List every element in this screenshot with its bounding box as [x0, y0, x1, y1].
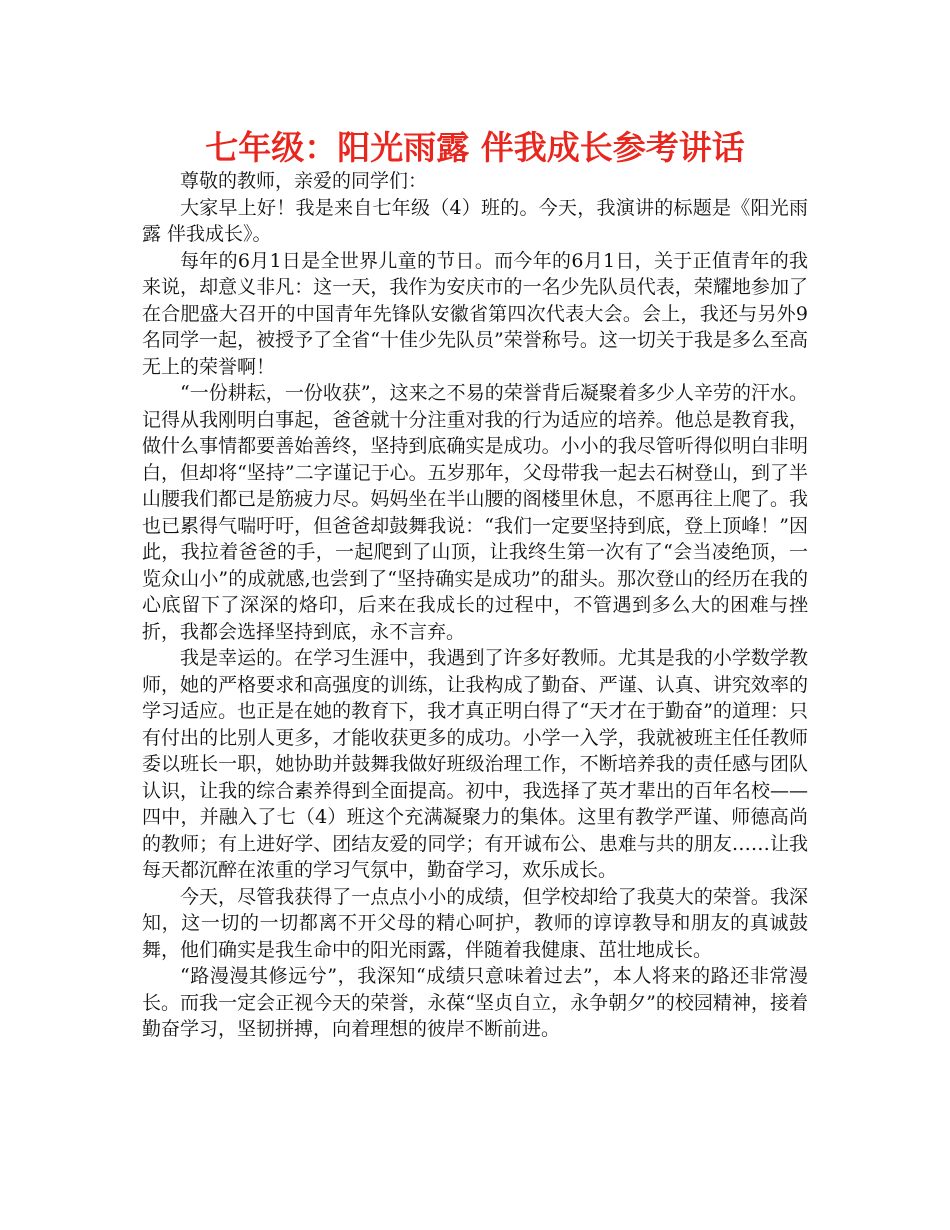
closing-paragraph: “路漫漫其修远兮”，我深知“成绩只意味着过去”，本人将来的路还非常漫长。而我一定会正视今天的荣誉，永葆“坚贞自立，永争朝夕”的校园精神，接着勤奋学习，坚韧拼搏，向着理想的彼岸不断前进。	[142, 965, 808, 1040]
body-paragraph: 每年的6月1日是全世界儿童的节日。而今年的6月1日，关于正值青年的我来说，却意义非凡：这一天，我作为安庆市的一名少先队员代表，荣耀地参加了在合肥盛大召开的中国青年先锋队安徽省第四次代表大会。会上，我还与另外9名同学一起，被授予了全省“十佳少先队员”荣誉称号。这一切关于我是多么至高无上的荣誉啊！	[142, 249, 808, 378]
body-paragraph: 今天，尽管我获得了一点点小小的成绩，但学校却给了我莫大的荣誉。我深知，这一切的一切都离不开父母的精心呵护，教师的谆谆教导和朋友的真诚鼓舞，他们确实是我生命中的阳光雨露，伴随着我健康、茁壮地成长。	[142, 885, 808, 961]
body-paragraph: “一份耕耘，一份收获”，这来之不易的荣誉背后凝聚着多少人辛劳的汗水。记得从我刚明白事起，爸爸就十分注重对我的行为适应的培养。他总是教育我，做什么事情都要善始善终，坚持到底确实是成功。小小的我尽管听得似明白非明白，但却将“坚持”二字谨记于心。五岁那年，父母带我一起去石树登山，到了半山腰我们都已是筋疲力尽。妈妈坐在半山腰的阁楼里休息，不愿再往上爬了。我也已累得气喘吁吁，但爸爸却鼓舞我说：“我们一定要坚持到底，登上顶峰！”因此，我拉着爸爸的手，一起爬到了山顶，让我终生第一次有了“会当凌绝顶，一览众山小”的成就感,也尝到了“坚持确实是成功”的甜头。那次登山的经历在我的心底留下了深深的烙印，后来在我成长的过程中，不管遇到多么大的困难与挫折，我都会选择坚持到底，永不言弃。	[142, 382, 808, 643]
greeting-paragraph: 尊敬的教师，亲爱的同学们：	[180, 170, 428, 192]
intro-paragraph: 大家早上好！我是来自七年级（4）班的。今天，我演讲的标题是《阳光雨露 伴我成长》。	[142, 196, 808, 245]
document-title: 七年级：阳光雨露 伴我成长参考讲话	[205, 128, 745, 167]
document-page	[142, 128, 808, 1043]
document-body	[142, 168, 808, 1043]
body-paragraph: 我是幸运的。在学习生涯中，我遇到了许多好教师。尤其是我的小学数学教师，她的严格要求和高强度的训练，让我构成了勤奋、严谨、认真、讲究效率的学习适应。也正是在她的教育下，我才真正明白得了“天才在于勤奋”的道理：只有付出的比别人更多，才能收获更多的成功。小学一入学，我就被班主任任教师委以班长一职，她协助并鼓舞我做好班级治理工作，不断培养我的责任感与团队认识，让我的综合素养得到全面提高。初中，我选择了英才辈出的百年名校——四中，并融入了七（4）班这个充满凝聚力的集体。这里有教学严谨、师德高尚的教师；有上进好学、团结友爱的同学；有开诚布公、患难与共的朋友……让我每天都沉醉在浓重的学习气氛中，勤奋学习，欢乐成长。	[142, 647, 808, 881]
